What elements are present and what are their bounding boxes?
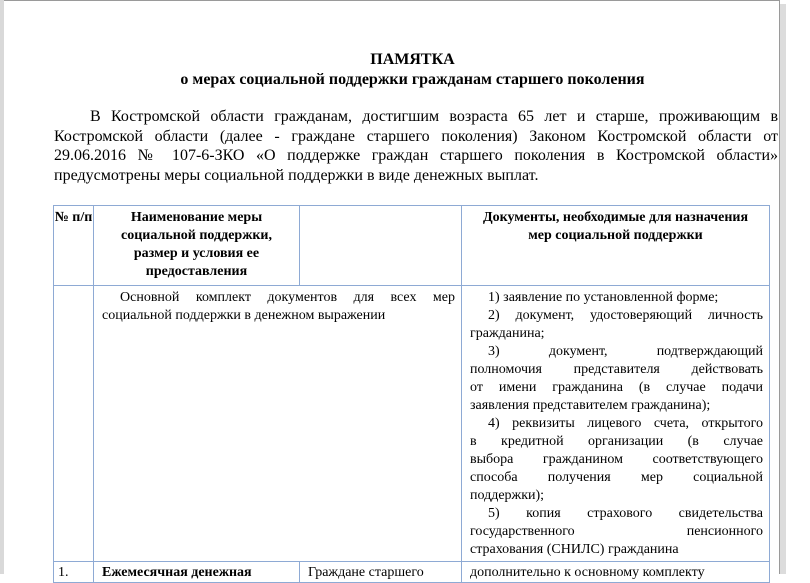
doc-item [462,415,769,505]
basic-set-text: Основной комплект документов для всех мер социальной поддержки в денежном выражении [102,290,455,323]
scroll-gutter [786,0,810,574]
support-measures-table [53,205,770,583]
doc-line: способа получения мер социальной [470,470,763,485]
row-measure [94,286,462,562]
doc-line: страхования (СНИЛС) гражданина [470,542,679,557]
row-num [54,562,94,583]
table-header-row [54,206,770,286]
doc-line: выбора гражданином соответствующего [470,452,763,467]
doc-line: заявления представителем гражданина); [470,398,711,413]
doc-item [462,343,769,415]
table-row [54,562,770,583]
document-subtitle: о мерах социальной поддержки гражданам старшего поколения [180,71,645,88]
row-documents-text: дополнительно к основному комплекту [470,565,705,580]
header-measure-text: Наименование меры социальной поддержки, размер и условия ее предоставления [121,210,272,279]
doc-line: 3) документ, подтверждающий [488,344,763,359]
doc-item [462,289,769,307]
header-documents-text: Документы, необходимые для назначения мер социальной поддержки [482,210,749,243]
doc-line: 4) реквизиты лицевого счета, открытого [488,416,763,431]
doc-line: 5) копия страхового свидетельства [488,506,763,521]
header-num-text: № п/п [54,210,93,225]
row-documents [462,286,770,562]
row-num [54,286,94,562]
doc-item [462,505,769,559]
table-row [54,286,770,562]
doc-line: от имени гражданина (в случае подачи [470,380,763,395]
doc-line: 1) заявление по установленной форме; [488,290,719,305]
page-edge-left [0,0,4,574]
page-edge-top [0,0,780,1]
row-conditions-text: Граждане старшего [308,565,424,580]
doc-line: поддержки); [470,488,545,503]
row-documents [462,562,770,583]
doc-line: в кредитной организации (в случае [470,434,763,449]
doc-line: полномочия представителя действовать [470,362,763,377]
intro-line: В Костромской области гражданам, достигшим возраста 65 лет и старше, проживающим в [90,108,778,125]
intro-line: Костромской области (далее - граждане старшего поколения) Законом Костромской области от [54,127,778,145]
row-conditions [300,562,462,583]
header-conditions [300,206,462,286]
doc-item [462,307,769,343]
header-documents [462,206,770,286]
row-measure [94,562,300,583]
doc-line: государственного пенсионного [470,524,763,539]
row-measure-text: Ежемесячная денежная [102,565,252,580]
intro-line: 29.06.2016 № 107-6-ЗКО «О поддержке граждан старшего поколения в Костромской области» [54,147,778,164]
intro-line: предусмотрены меры социальной поддержки в виде денежных выплат. [54,166,539,184]
document-title: ПАМЯТКА [370,51,455,68]
header-measure [94,206,300,286]
row-num-text: 1. [58,565,69,580]
doc-line: 2) документ, удостоверяющий личность [488,308,763,323]
intro-paragraph [54,107,778,185]
header-num [54,206,94,286]
doc-line: гражданина; [470,326,545,341]
